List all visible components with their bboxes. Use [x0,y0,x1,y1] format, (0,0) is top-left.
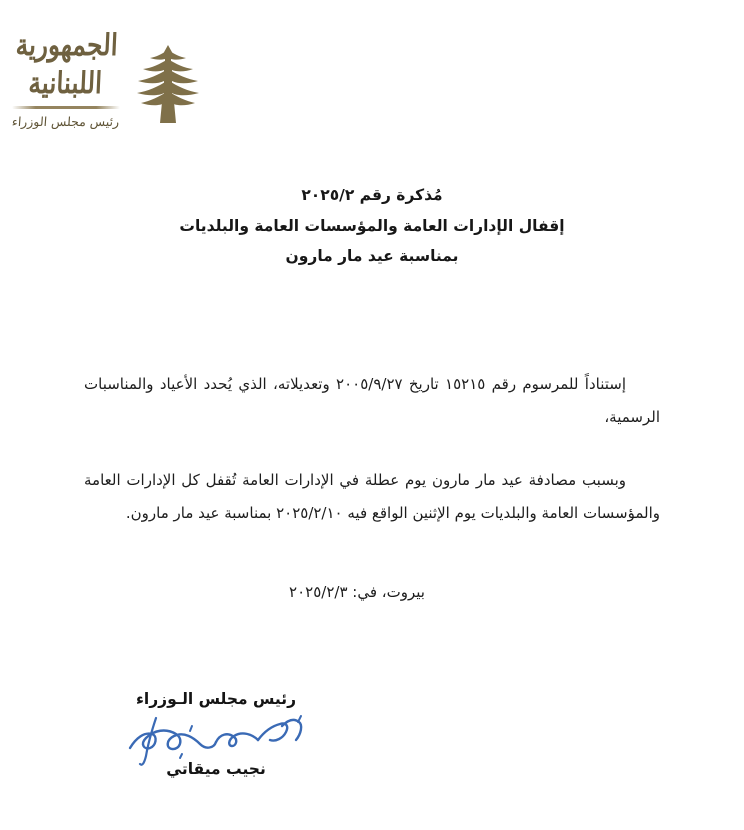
letterhead-subtitle: رئيس مجلس الوزراء [11,114,121,129]
republic-calligraphy [14,27,119,101]
letterhead [0,27,744,159]
signatory-title: رئيس مجلس الـوزراء [135,690,296,708]
signature-block [96,690,336,778]
letterhead-inner [0,27,220,130]
calligraphy-line-2: اللبنانية [27,65,103,101]
body-paragraph-1: إستناداً للمرسوم رقم ١٥٢١٥ تاريخ ٢٠٠٥/٩/٢٧ وتعديلاته، الذي يُحدد الأعياد والمناسبات الرسمية، [84,375,660,426]
memo-occasion-line: بمناسبة عيد مار مارون [285,247,459,265]
memo-number-line: مُذكرة رقم ٢٠٢٥/٢ [301,186,443,204]
signatory-name: نجيب ميقاتي [166,760,266,778]
cedar-tree-icon [132,42,204,130]
memo-subject-line: إقفال الإدارات العامة والمؤسسات العامة والبلديات [179,216,565,235]
place-and-date: بيروت، في: ٢٠٢٥/٢/٣ [289,583,425,601]
letterhead-text-block [0,27,132,129]
document-title [0,188,744,280]
letterhead-divider [12,106,120,109]
body-paragraph-2: وبسبب مصادفة عيد مار مارون يوم عطلة في الإدارات العامة تُقفل كل الإدارات العامة والمؤسسات العامة والبلديات يوم الإثنين الواقع فيه ٢٠٢٥/٢/١٠ بمناسبة عيد مار مارون. [84,471,660,522]
calligraphy-line-1: الجمهورية [14,27,119,62]
document-body [84,368,660,560]
handwritten-signature [96,704,336,766]
